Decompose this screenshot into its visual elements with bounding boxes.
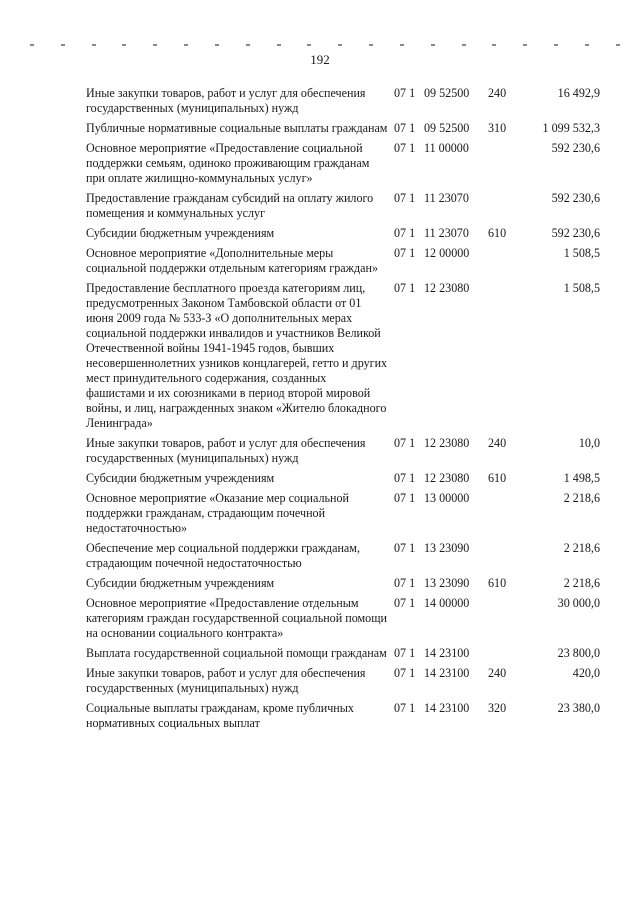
row-amount: 10,0 [578, 436, 600, 450]
row-name: Иные закупки товаров, работ и услуг для обеспечения государственных (муниципальных) нужд [86, 666, 366, 695]
row-section: 07 1 [394, 576, 416, 590]
table-row [86, 471, 600, 486]
row-name: Обеспечение мер социальной поддержки гражданам, страдающим почечной недостаточностью [86, 541, 360, 570]
header-separator-dots [30, 44, 620, 48]
row-amount: 1 508,5 [563, 281, 600, 295]
row-section: 07 1 [394, 121, 416, 135]
row-program: 11 00000 [424, 141, 469, 155]
row-name: Предоставление бесплатного проезда категориям лиц, предусмотренных Законом Тамбовской области от 01 июня 2009 года № 533-З «О дополнительных мерах социальной поддержки инвалидов и участников Великой Отечественной войны 1941-1945 годов, бывших несовершеннолетних узников концлагерей, гетто и других мест принудительного содержания, созданных фашистами и их союзниками в период второй мировой войны, и лиц, награжденных знаком «Жителю блокадного Ленинграда» [86, 281, 388, 430]
row-section: 07 1 [394, 596, 416, 610]
row-section: 07 1 [394, 246, 416, 260]
row-amount: 592 230,6 [551, 226, 600, 240]
row-name: Основное мероприятие «Предоставление социальной поддержки семьям, одиноко проживающим гражданам при оплате жилищно-коммунальных услуг» [86, 141, 370, 185]
row-type: 320 [488, 701, 507, 715]
row-type: 610 [488, 471, 507, 485]
row-name: Основное мероприятие «Предоставление отдельным категориям граждан государственной социальной помощи на основании социального контракта» [86, 596, 387, 640]
row-section: 07 1 [394, 701, 416, 715]
row-section: 07 1 [394, 436, 416, 450]
table-row [86, 141, 600, 186]
row-program: 09 52500 [424, 121, 470, 135]
row-program: 14 00000 [424, 596, 470, 610]
row-section: 07 1 [394, 191, 416, 205]
row-program: 13 00000 [424, 491, 470, 505]
row-name: Социальные выплаты гражданам, кроме публичных нормативных социальных выплат [86, 701, 354, 730]
row-type [488, 646, 516, 661]
table-row [86, 436, 600, 466]
row-amount: 23 380,0 [557, 701, 600, 715]
row-program: 12 23080 [424, 471, 470, 485]
row-program: 14 23100 [424, 646, 470, 660]
row-type [488, 246, 516, 276]
row-section: 07 1 [394, 491, 416, 505]
row-type [488, 491, 516, 536]
row-name: Субсидии бюджетным учреждениям [86, 471, 275, 485]
row-amount: 420,0 [572, 666, 600, 680]
row-type: 610 [488, 576, 507, 590]
table-row [86, 541, 600, 571]
row-amount: 30 000,0 [557, 596, 600, 610]
row-type: 240 [488, 436, 507, 450]
table-row [86, 491, 600, 536]
row-amount: 1 099 532,3 [542, 121, 600, 135]
table-row [86, 246, 600, 276]
row-program: 14 23100 [424, 666, 470, 680]
row-amount: 2 218,6 [563, 491, 600, 505]
page-number: 192 [310, 52, 330, 67]
row-program: 12 00000 [424, 246, 470, 260]
row-section: 07 1 [394, 646, 416, 660]
row-program: 12 23080 [424, 281, 470, 295]
row-type: 240 [488, 86, 507, 100]
row-amount: 2 218,6 [563, 576, 600, 590]
row-amount: 16 492,9 [557, 86, 600, 100]
row-amount: 592 230,6 [551, 141, 600, 155]
row-name: Основное мероприятие «Дополнительные меры социальной поддержки отдельным категориям граждан» [86, 246, 379, 275]
row-name: Предоставление гражданам субсидий на оплату жилого помещения и коммунальных услуг [86, 191, 374, 220]
row-section: 07 1 [394, 541, 416, 555]
row-amount: 592 230,6 [551, 191, 600, 205]
row-type [488, 541, 516, 571]
row-name: Иные закупки товаров, работ и услуг для обеспечения государственных (муниципальных) нужд [86, 436, 366, 465]
row-type [488, 596, 516, 641]
row-name: Основное мероприятие «Оказание мер социальной поддержки гражданам, страдающим почечной недостаточностью» [86, 491, 349, 535]
row-name: Субсидии бюджетным учреждениям [86, 576, 275, 590]
table-row [86, 646, 600, 661]
row-program: 09 52500 [424, 86, 470, 100]
table-row [86, 191, 600, 221]
table-row [86, 86, 600, 116]
row-program: 11 23070 [424, 226, 469, 240]
row-section: 07 1 [394, 86, 416, 100]
row-amount: 2 218,6 [563, 541, 600, 555]
row-program: 13 23090 [424, 541, 470, 555]
row-name: Публичные нормативные социальные выплаты гражданам [86, 121, 388, 135]
row-program: 13 23090 [424, 576, 470, 590]
row-type [488, 141, 516, 186]
table-row [86, 596, 600, 641]
row-section: 07 1 [394, 281, 416, 295]
row-program: 11 23070 [424, 191, 469, 205]
row-name: Субсидии бюджетным учреждениям [86, 226, 275, 240]
row-type [488, 281, 516, 431]
row-amount: 1 508,5 [563, 246, 600, 260]
row-amount: 1 498,5 [563, 471, 600, 485]
row-name: Выплата государственной социальной помощи гражданам [86, 646, 387, 660]
budget-table [86, 86, 600, 736]
row-program: 14 23100 [424, 701, 470, 715]
row-section: 07 1 [394, 666, 416, 680]
row-type: 240 [488, 666, 507, 680]
row-name: Иные закупки товаров, работ и услуг для обеспечения государственных (муниципальных) нужд [86, 86, 366, 115]
table-row [86, 701, 600, 731]
table-row [86, 226, 600, 241]
row-section: 07 1 [394, 471, 416, 485]
table-row [86, 121, 600, 136]
table-row [86, 576, 600, 591]
table-row [86, 666, 600, 696]
row-type [488, 191, 516, 221]
row-program: 12 23080 [424, 436, 470, 450]
row-section: 07 1 [394, 226, 416, 240]
row-type: 610 [488, 226, 507, 240]
row-section: 07 1 [394, 141, 416, 155]
row-type: 310 [488, 121, 507, 135]
row-amount: 23 800,0 [557, 646, 600, 660]
table-row [86, 281, 600, 431]
